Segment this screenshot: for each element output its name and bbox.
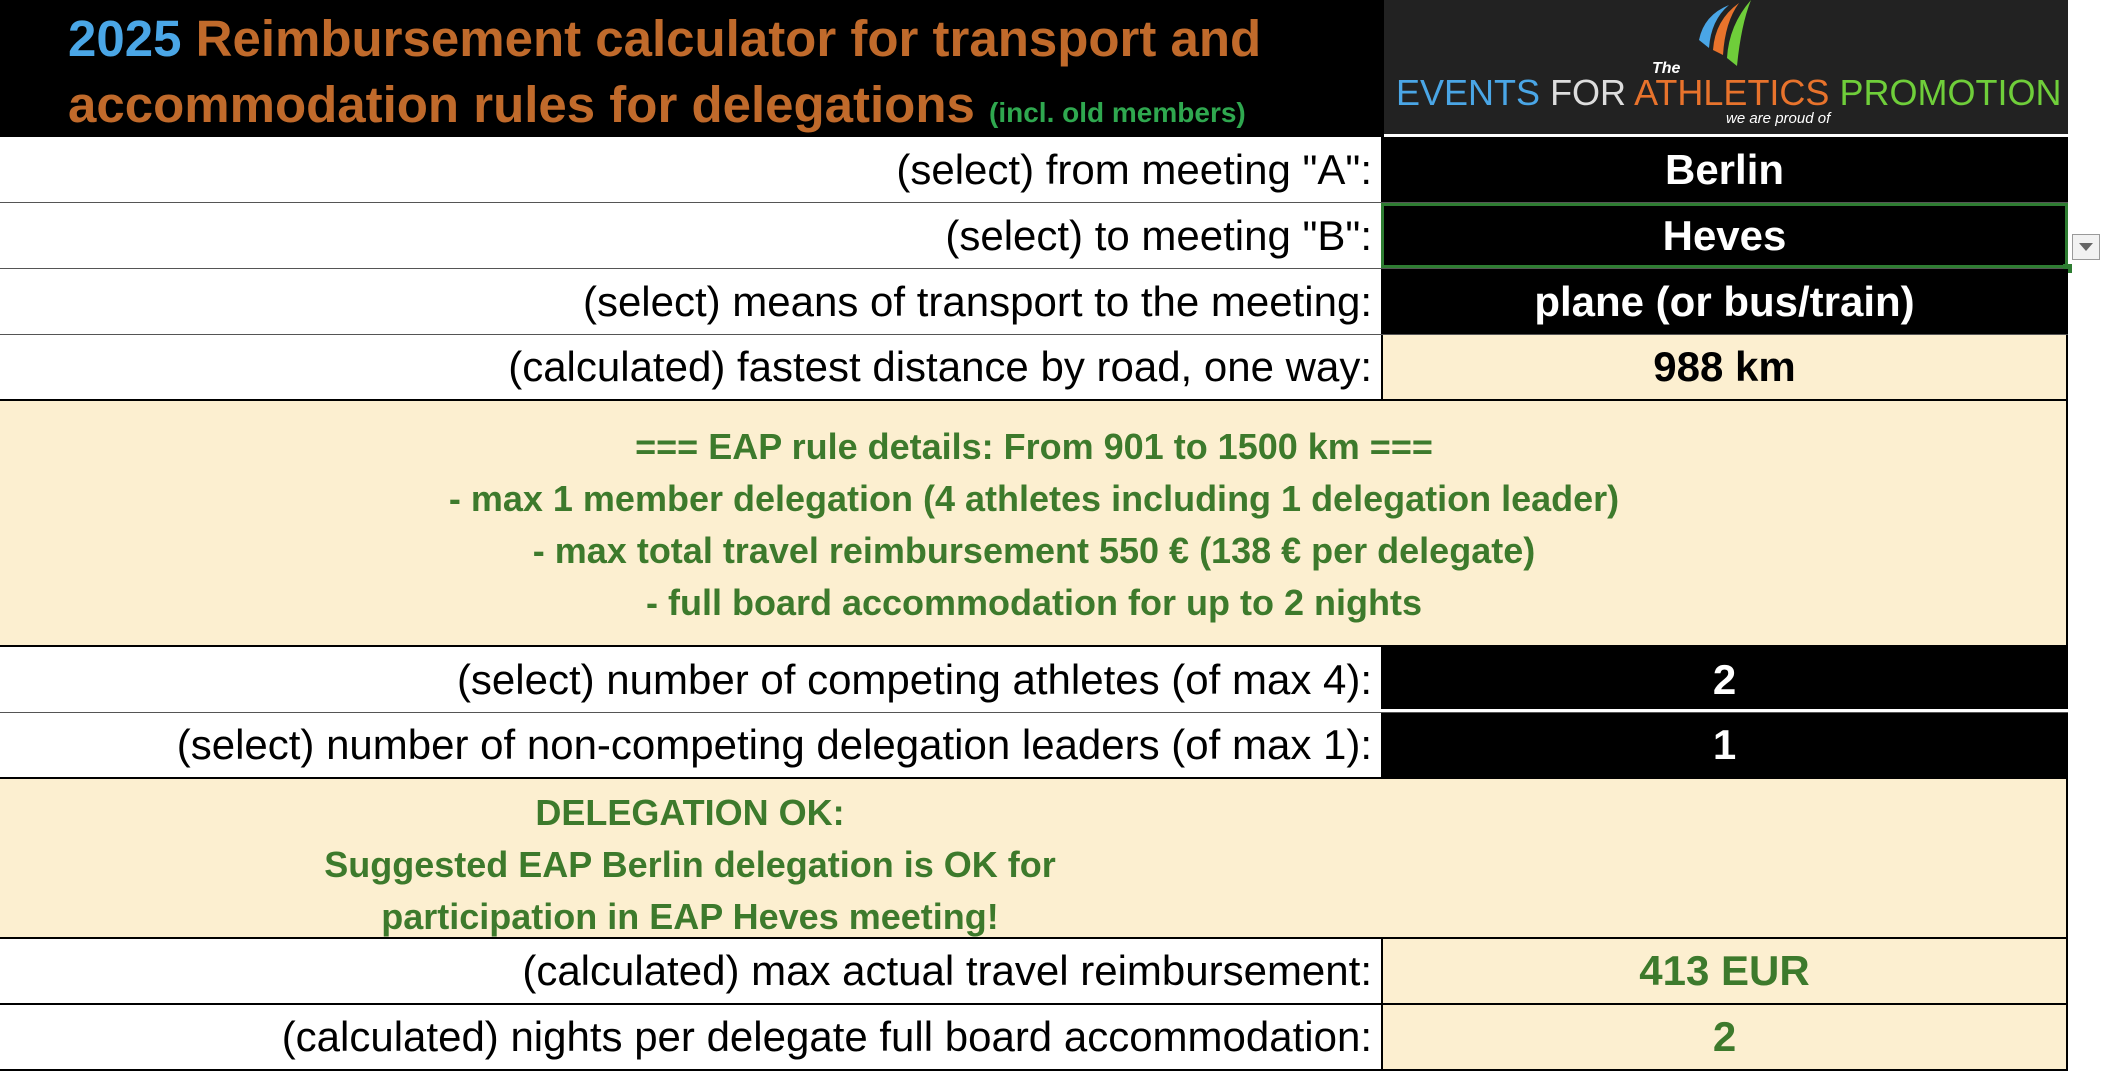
row-leaders	[0, 713, 2068, 779]
logo-wordmark	[1396, 72, 2061, 114]
dropdown-button[interactable]	[2072, 234, 2100, 260]
logo-tagline: we are proud of	[1726, 110, 1831, 127]
from-meeting-label: (select) from meeting "A":	[896, 145, 1372, 193]
cell-divider	[1381, 709, 2068, 712]
row-transport	[0, 269, 2068, 335]
title-line2: accommodation rules for delegations	[68, 76, 990, 133]
delegation-status-band[interactable]	[0, 779, 2068, 939]
leaders-label: (select) number of non-competing delegation leaders (of max 1):	[176, 721, 1372, 768]
nights-label: (calculated) nights per delegate full board accommodation:	[281, 1013, 1372, 1060]
row-reimbursement	[0, 939, 2068, 1005]
delegation-status-lines	[0, 787, 2068, 943]
leaders-select[interactable]: 1	[1381, 713, 2068, 777]
to-meeting-label: (select) to meeting "B":	[945, 211, 1372, 259]
row-athletes	[0, 647, 2068, 713]
to-meeting-select[interactable]: Heves	[1381, 203, 2068, 268]
rule-line: - max total travel reimbursement 550 € (138 € per delegate)	[532, 530, 1536, 571]
row-from-meeting	[0, 137, 2068, 203]
chevron-down-icon	[2078, 242, 2094, 252]
header-title-cell[interactable]	[0, 0, 1384, 137]
rule-details-text	[0, 421, 2068, 629]
status-line: participation in EAP Heves meeting!	[381, 896, 999, 937]
logo-word-for: FOR	[1550, 72, 1627, 113]
from-meeting-select[interactable]: Berlin	[1381, 137, 2068, 202]
athletes-label: (select) number of competing athletes (of max 4):	[456, 655, 1372, 703]
page-title	[68, 6, 1378, 146]
title-year: 2025	[68, 10, 182, 67]
title-note: (incl. old members)	[989, 97, 1246, 128]
distance-label: (calculated) fastest distance by road, one way:	[508, 343, 1372, 390]
stripes-logo-icon	[1689, 0, 1759, 72]
logo-word-promotion: PROMOTION	[1839, 72, 2062, 113]
logo-word-events: EVENTS	[1396, 72, 1541, 113]
nights-value[interactable]: 2	[1381, 1005, 2068, 1069]
rule-line: === EAP rule details: From 901 to 1500 km ===	[635, 426, 1433, 467]
status-line: Suggested EAP Berlin delegation is OK for	[324, 844, 1056, 885]
logo-word-athletics: ATHLETICS	[1634, 72, 1830, 113]
row-nights	[0, 1005, 2068, 1071]
athletes-select[interactable]: 2	[1381, 647, 2068, 712]
rule-details-band[interactable]	[0, 401, 2068, 647]
row-distance	[0, 335, 2068, 401]
logo-cell[interactable]	[1384, 0, 2068, 137]
reimbursement-value[interactable]: 413 EUR	[1381, 939, 2068, 1003]
rule-line: - max 1 member delegation (4 athletes including 1 delegation leader)	[448, 478, 1620, 519]
row-to-meeting	[0, 203, 2068, 269]
distance-value[interactable]: 988 km	[1381, 335, 2068, 399]
rule-line: - full board accommodation for up to 2 nights	[646, 582, 1422, 623]
title-line1: Reimbursement calculator for transport and	[181, 10, 1262, 67]
transport-select[interactable]: plane (or bus/train)	[1381, 269, 2068, 334]
reimbursement-label: (calculated) max actual travel reimbursement:	[522, 947, 1372, 994]
transport-label: (select) means of transport to the meeting:	[582, 277, 1372, 325]
logo-the: The	[1652, 60, 1681, 77]
status-line: DELEGATION OK:	[535, 792, 845, 833]
